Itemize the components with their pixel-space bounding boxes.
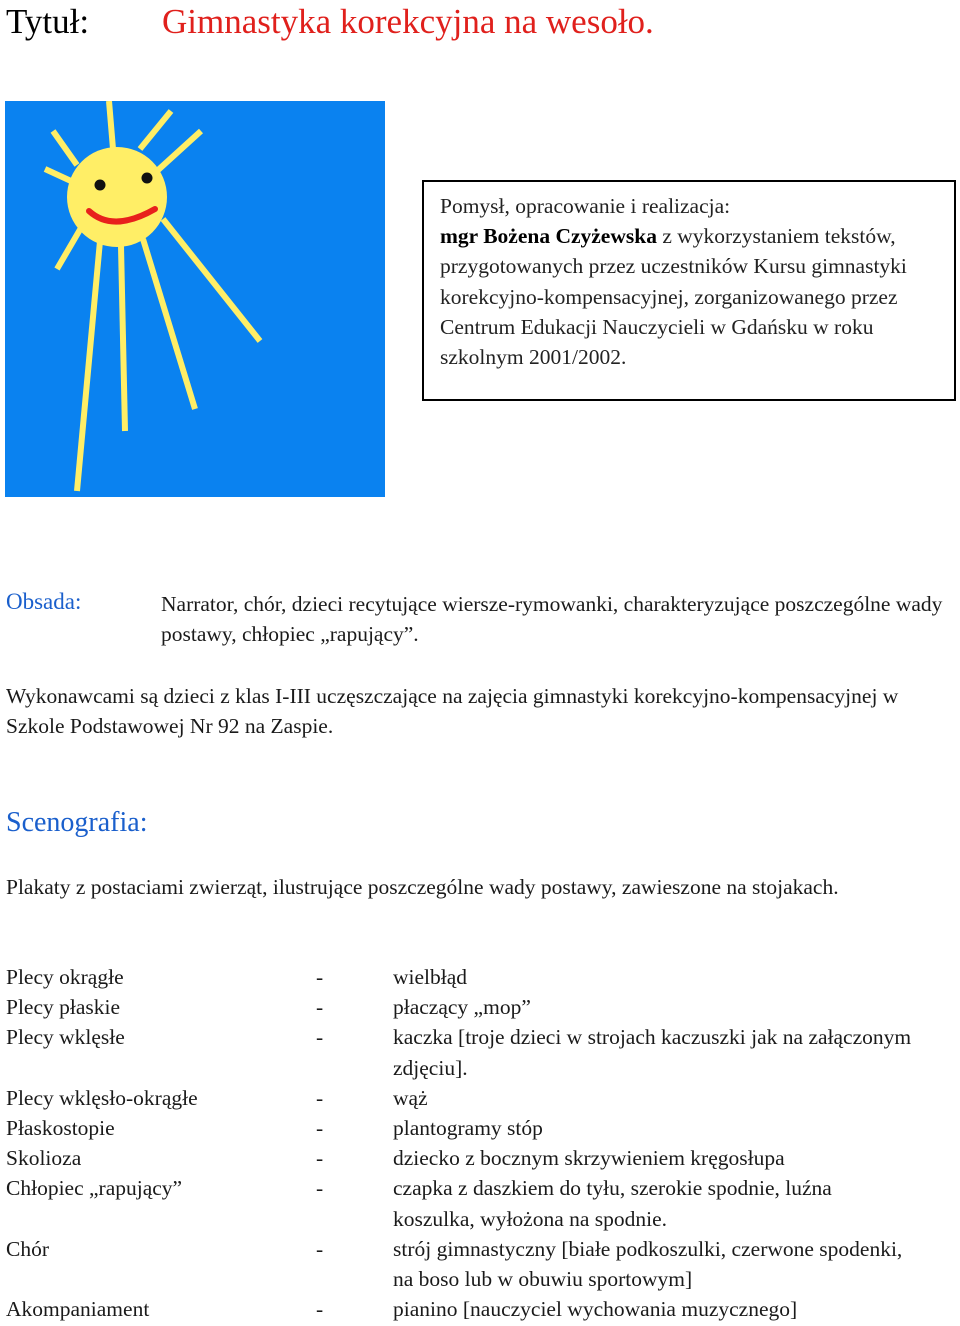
- role-description: czapka z daszkiem do tyłu, szerokie spodnie, luźna koszulka, wyłożona na spodnie.: [393, 1176, 832, 1231]
- role-name: Chłopiec „rapujący”: [6, 1176, 183, 1201]
- role-description: pianino [nauczyciel wychowania muzycznego]: [393, 1297, 798, 1322]
- credits-box: [422, 180, 956, 401]
- role-description: plantogramy stóp: [393, 1116, 543, 1141]
- roles-list: [6, 962, 946, 1324]
- role-dash: -: [316, 1236, 324, 1261]
- role-row: [6, 1294, 946, 1324]
- scenografia-label: Scenografia:: [6, 807, 148, 838]
- role-dash: -: [316, 995, 324, 1020]
- role-dash: -: [316, 1116, 324, 1141]
- scenografia-text: Plakaty z postaciami zwierząt, ilustrujące poszczególne wady postawy, zawieszone na stojakach.: [6, 875, 839, 899]
- obsada-label: Obsada:: [6, 589, 82, 614]
- role-name: Plecy wklęsło-okrągłe: [6, 1085, 198, 1110]
- role-row: [6, 1143, 946, 1173]
- role-description: strój gimnastyczny [białe podkoszulki, czerwone spodenki, na boso lub w obuwiu sportowym]: [393, 1236, 903, 1292]
- sun-illustration: [5, 101, 385, 497]
- role-name: Chór: [6, 1236, 49, 1261]
- role-dash: -: [316, 1297, 324, 1322]
- obsada-text: Narrator, chór, dzieci recytujące wiersze-rymowanki, charakteryzujące poszczególne wady postawy, chłopiec „rapujący”.: [161, 592, 943, 646]
- role-dash: -: [316, 1146, 324, 1171]
- role-row: [6, 962, 946, 992]
- sun-icon: [5, 101, 385, 497]
- role-row: [6, 992, 946, 1022]
- role-name: Plecy wklęsłe: [6, 1025, 125, 1050]
- credits-rest: z wykorzystaniem tekstów, przygotowanych przez uczestników Kursu gimnastyki korekcyjno-kompensacyjnej, zorganizowanego przez Centrum Edukacji Nauczycieli w Gdańsku w roku szkolnym 2001/2002.: [440, 224, 907, 370]
- role-description: wielbłąd: [393, 965, 468, 989]
- role-description: płaczący „mop”: [393, 995, 531, 1020]
- title-text: Gimnastyka korekcyjna na wesoło.: [162, 2, 654, 41]
- credits-line1: Pomysł, opracowanie i realizacja:: [440, 194, 731, 218]
- role-dash: -: [316, 1176, 324, 1201]
- role-dash: -: [316, 1085, 324, 1110]
- role-name: Płaskostopie: [6, 1116, 115, 1141]
- role-dash: -: [316, 965, 324, 989]
- role-name: Plecy okrągłe: [6, 965, 124, 989]
- performers-paragraph: Wykonawcami są dzieci z klas I-III uczęszczające na zajęcia gimnastyki korekcyjno-kompensacyjnej w Szkole Podstawowej Nr 92 na Zaspie.: [6, 684, 899, 738]
- role-description: wąż: [393, 1085, 428, 1110]
- role-name: Akompaniament: [6, 1297, 150, 1322]
- credits-text: [440, 191, 950, 372]
- role-dash: -: [316, 1025, 324, 1050]
- role-name: Skolioza: [6, 1146, 82, 1171]
- role-row: [6, 1173, 946, 1233]
- role-name: Plecy płaskie: [6, 995, 121, 1020]
- role-description: kaczka [troje dzieci w strojach kaczuszki jak na załączonym zdjęciu].: [393, 1025, 912, 1080]
- credits-author: mgr Bożena Czyżewska: [440, 224, 657, 249]
- role-description: dziecko z bocznym skrzywieniem kręgosłupa: [393, 1146, 785, 1171]
- role-row: [6, 1234, 946, 1294]
- role-row: [6, 1083, 946, 1113]
- title-label: Tytuł:: [6, 2, 90, 41]
- role-row: [6, 1022, 946, 1082]
- role-row: [6, 1113, 946, 1143]
